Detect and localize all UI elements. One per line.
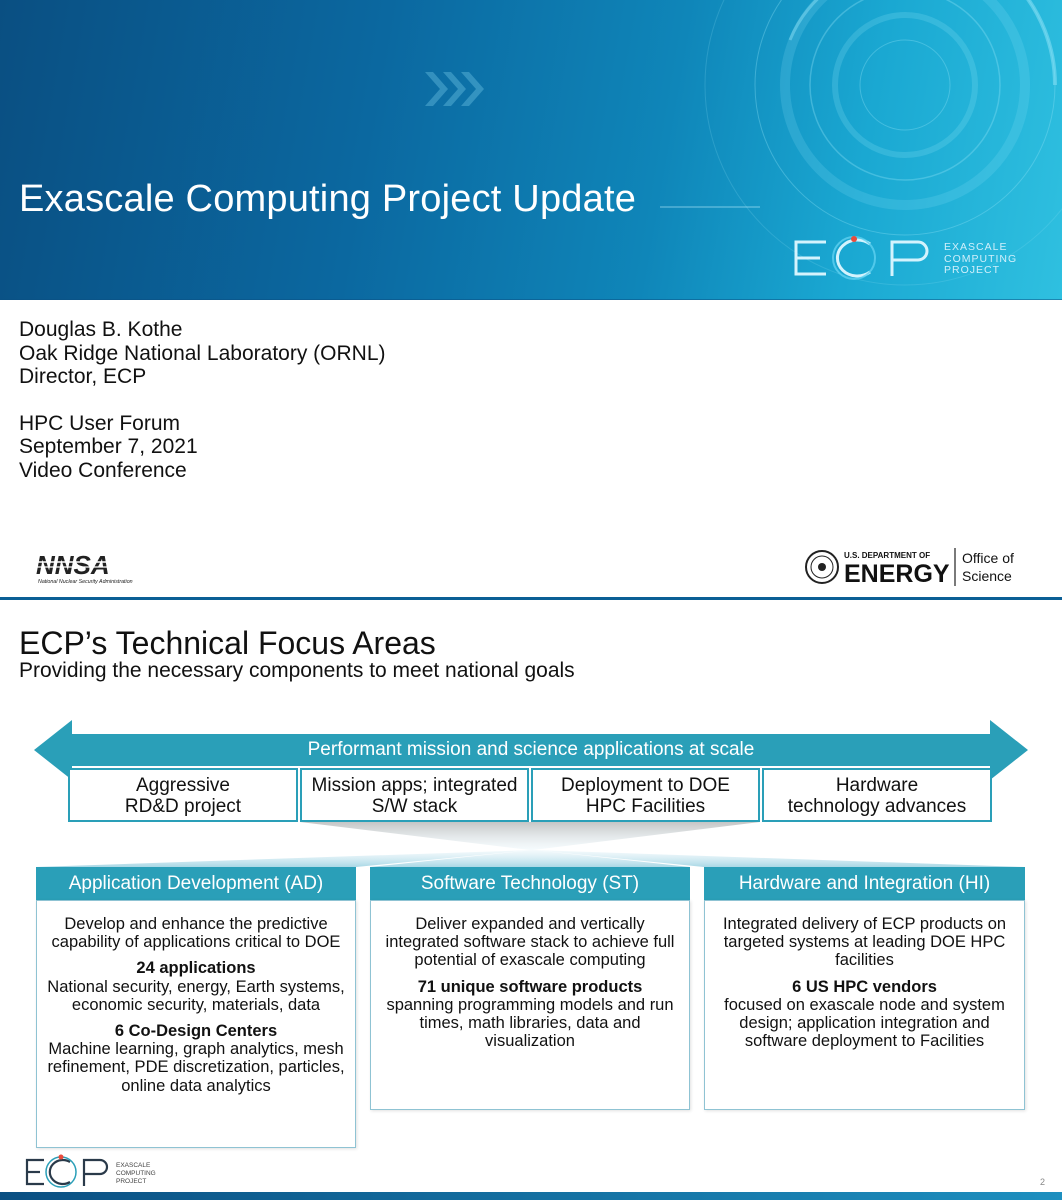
doe-office-of-science-logo xyxy=(804,546,1034,588)
footer-bar xyxy=(0,1192,1062,1200)
doe-energy-text: ENERGY xyxy=(844,560,950,588)
ecp-footer-logo xyxy=(24,1154,164,1190)
ad-header: Application Development (AD) xyxy=(36,867,356,900)
st-products-desc: spanning programming models and run times, math libraries, data and visualization xyxy=(386,995,674,1051)
ecp-footer-text-1: EXASCALE xyxy=(116,1162,151,1169)
presenter-role: Director, ECP xyxy=(19,365,147,388)
ad-body xyxy=(36,900,356,1148)
arrow-label: Performant mission and science applications at scale xyxy=(307,739,755,760)
science-text: Science xyxy=(962,568,1012,584)
presenter-name: Douglas B. Kothe xyxy=(19,318,183,341)
focus-box-deployment: Deployment to DOE HPC Facilities xyxy=(531,768,760,822)
slide2-title: ECP’s Technical Focus Areas xyxy=(19,625,436,661)
st-header: Software Technology (ST) xyxy=(370,867,690,900)
focus-areas-slide xyxy=(0,600,1062,1200)
st-body xyxy=(370,900,690,1110)
ad-intro: Develop and enhance the predictive capability of applications critical to DOE xyxy=(51,915,341,952)
ad-apps-count: 24 applications xyxy=(136,959,256,978)
doe-dept-text: U.S. DEPARTMENT OF xyxy=(844,551,931,560)
title-slide xyxy=(0,0,1062,597)
event-venue: Video Conference xyxy=(19,458,187,482)
ecp-logo-text: EXASCALE COMPUTING PROJECT xyxy=(944,241,1018,276)
ad-apps-desc: National security, energy, Earth systems, economic security, materials, data xyxy=(47,977,345,1014)
office-of-text: Office of xyxy=(962,550,1014,566)
slide2-subtitle: Providing the necessary components to meet national goals xyxy=(19,659,575,682)
focus-box-rdd: Aggressive RD&D project xyxy=(68,768,298,822)
st-intro: Deliver expanded and vertically integrated software stack to achieve full potential of exascale computing xyxy=(385,915,675,970)
hi-vendors-desc: focused on exascale node and system design; application integration and software deployment to Facilities xyxy=(724,995,1005,1051)
focus-box-hardware: Hardware technology advances xyxy=(762,768,992,822)
event-name: HPC User Forum xyxy=(19,411,181,435)
hi-intro: Integrated delivery of ECP products on targeted systems at leading DOE HPC facilities xyxy=(722,915,1007,970)
hi-body xyxy=(704,900,1025,1110)
page-number: 2 xyxy=(1040,1177,1046,1187)
nnsa-logo xyxy=(34,550,146,586)
hi-vendors-count: 6 US HPC vendors xyxy=(792,977,937,996)
presenter-org: Oak Ridge National Laboratory (ORNL) xyxy=(19,341,386,365)
focus-box-mission-apps: Mission apps; integrated S/W stack xyxy=(300,768,529,822)
st-products-count: 71 unique software products xyxy=(417,977,643,996)
slide-title: Exascale Computing Project Update xyxy=(19,178,637,220)
ad-codesign-count: 6 Co-Design Centers xyxy=(114,1022,278,1041)
presenter-info xyxy=(19,318,386,482)
nnsa-logo-caption: National Nuclear Security Administration xyxy=(38,579,133,585)
hi-header: Hardware and Integration (HI) xyxy=(704,867,1025,900)
ad-codesign-desc: Machine learning, graph analytics, mesh refinement, PDE discretization, particles, online data analytics xyxy=(47,1040,345,1095)
title-banner xyxy=(0,0,1062,300)
nnsa-logo-mark: NNSA xyxy=(36,550,110,580)
ecp-footer-text-2: COMPUTING xyxy=(116,1170,156,1177)
event-date: September 7, 2021 xyxy=(19,435,198,458)
ecp-footer-text-3: PROJECT xyxy=(116,1178,147,1185)
